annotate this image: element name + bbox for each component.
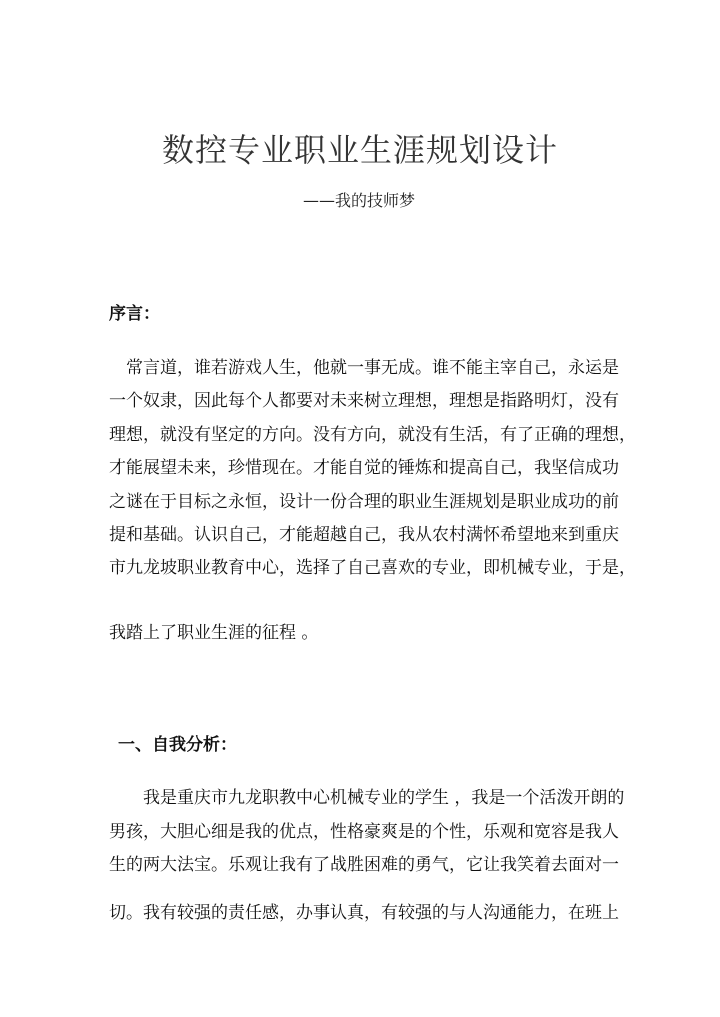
document-subtitle: ——我的技师梦	[303, 191, 416, 210]
preface-line: 一个奴隶，因此每个人都要对未来树立理想，理想是指路明灯，没有	[109, 391, 619, 411]
preface-line: 之谜在于目标之永恒，设计一份合理的职业生涯规划是职业成功的前	[109, 492, 619, 512]
self-analysis-line: 生的两大法宝。乐观让我有了战胜困难的勇气，它让我笑着去面对一	[109, 855, 619, 875]
preface-line: 常言道，谁若游戏人生，他就一事无成。谁不能主宰自己，永运是	[126, 358, 619, 378]
preface-line: 我踏上了职业生涯的征程 。	[109, 623, 319, 643]
preface-heading: 序言：	[109, 304, 160, 324]
self-analysis-heading: 一、自我分析：	[118, 735, 237, 755]
preface-line: 才能展望未来，珍惜现在。才能自觉的锤炼和提高自己，我坚信成功	[109, 458, 619, 478]
preface-line: 理想，就没有坚定的方向。没有方向，就没有生活，有了正确的理想，	[109, 425, 636, 445]
preface-line: 市九龙坡职业教育中心，选择了自己喜欢的专业，即机械专业，于是，	[109, 558, 636, 578]
self-analysis-line: 我是重庆市九龙职教中心机械专业的学生 ，我是一个活泼开朗的	[143, 788, 625, 808]
preface-line: 提和基础。认识自己，才能超越自己，我从农村满怀希望地来到重庆	[109, 525, 619, 545]
document-title: 数控专业职业生涯规划设计	[161, 131, 558, 169]
self-analysis-line: 切。我有较强的责任感，办事认真，有较强的与人沟通能力，在班上	[109, 903, 619, 923]
self-analysis-line: 男孩，大胆心细是我的优点，性格豪爽是的个性，乐观和宽容是我人	[109, 822, 619, 842]
